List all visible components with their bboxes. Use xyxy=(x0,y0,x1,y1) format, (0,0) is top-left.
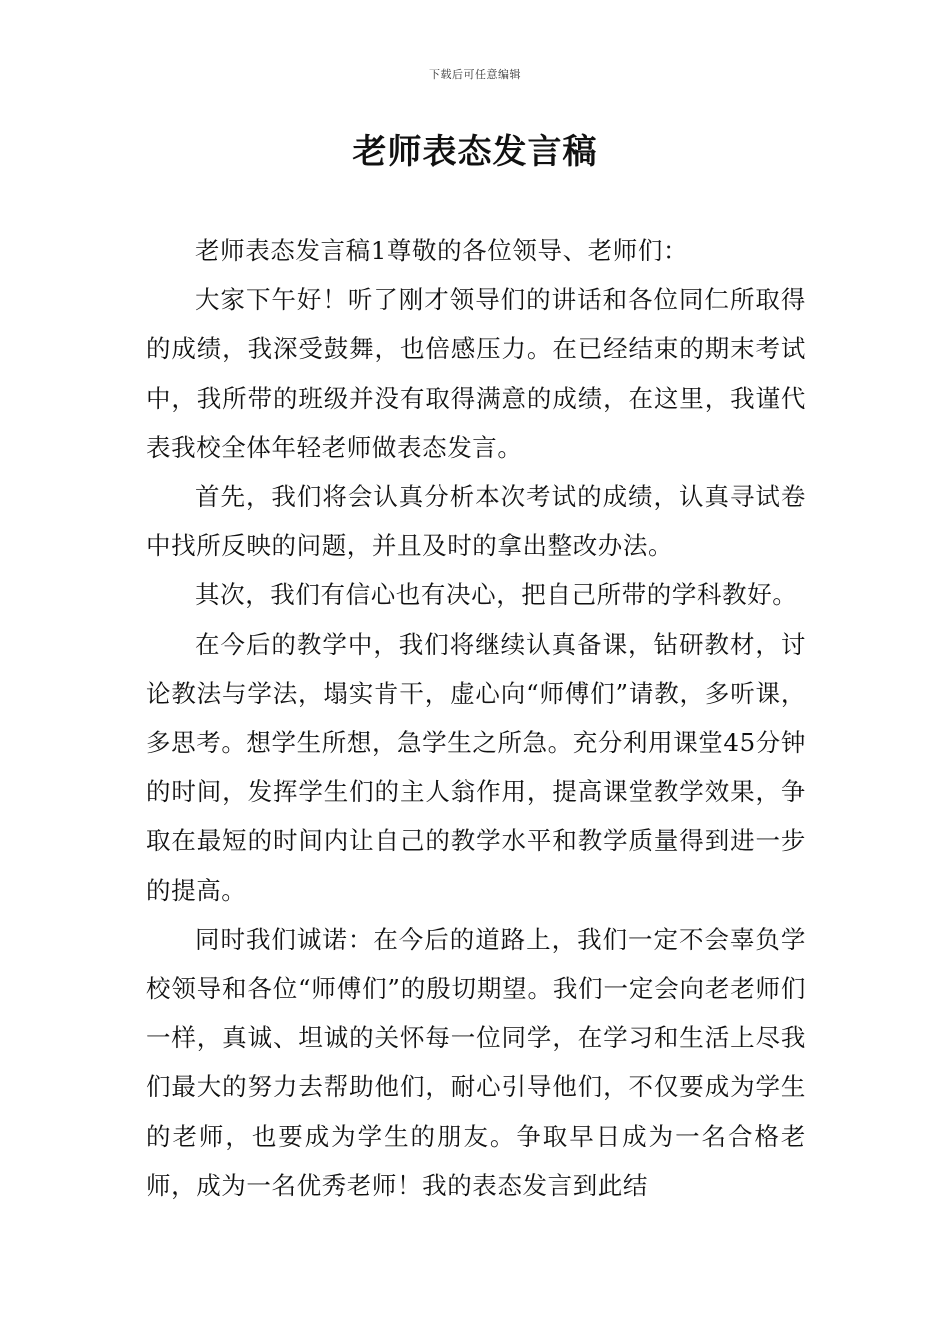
paragraph-second: 其次，我们有信心也有决心，把自己所带的学科教好。 xyxy=(195,580,798,610)
document-body xyxy=(146,226,806,1210)
paragraph-opening: 大家下午好！听了刚才领导们的讲话和各位同仁所取得的成绩，我深受鼓舞，也倍感压力。在已经结束的期末考试中，我所带的班级并没有取得满意的成绩，在这里，我谨代表我校全体年轻老师做表态发言。 xyxy=(146,285,806,462)
header-note: 下载后可任意编辑 xyxy=(429,68,521,81)
paragraph-first: 首先，我们将会认真分析本次考试的成绩，认真寻试卷中找所反映的问题，并且及时的拿出整改办法。 xyxy=(146,482,806,561)
paragraph-greeting: 老师表态发言稿1尊敬的各位领导、老师们： xyxy=(195,236,689,265)
paragraph-teaching: 在今后的教学中，我们将继续认真备课，钻研教材，讨论教法与学法，塌实肯干，虚心向“师傅们”请教，多听课，多思考。想学生所想，急学生之所急。充分利用课堂45分钟的时间，发挥学生们的主人翁作用，提高课堂教学效果，争取在最短的时间内让自己的教学水平和教学质量得到进一步的提高。 xyxy=(146,629,806,905)
paragraph-promise: 同时我们诚诺：在今后的道路上，我们一定不会辜负学校领导和各位“师傅们”的殷切期望。我们一定会向老老师们一样，真诚、坦诚的关怀每一位同学，在学习和生活上尽我们最大的努力去帮助他们，耐心引导他们，不仅要成为学生的老师，也要成为学生的朋友。争取早日成为一名合格老师，成为一名优秀老师！我的表态发言到此结 xyxy=(146,924,806,1200)
document-title: 老师表态发言稿 xyxy=(352,132,598,172)
